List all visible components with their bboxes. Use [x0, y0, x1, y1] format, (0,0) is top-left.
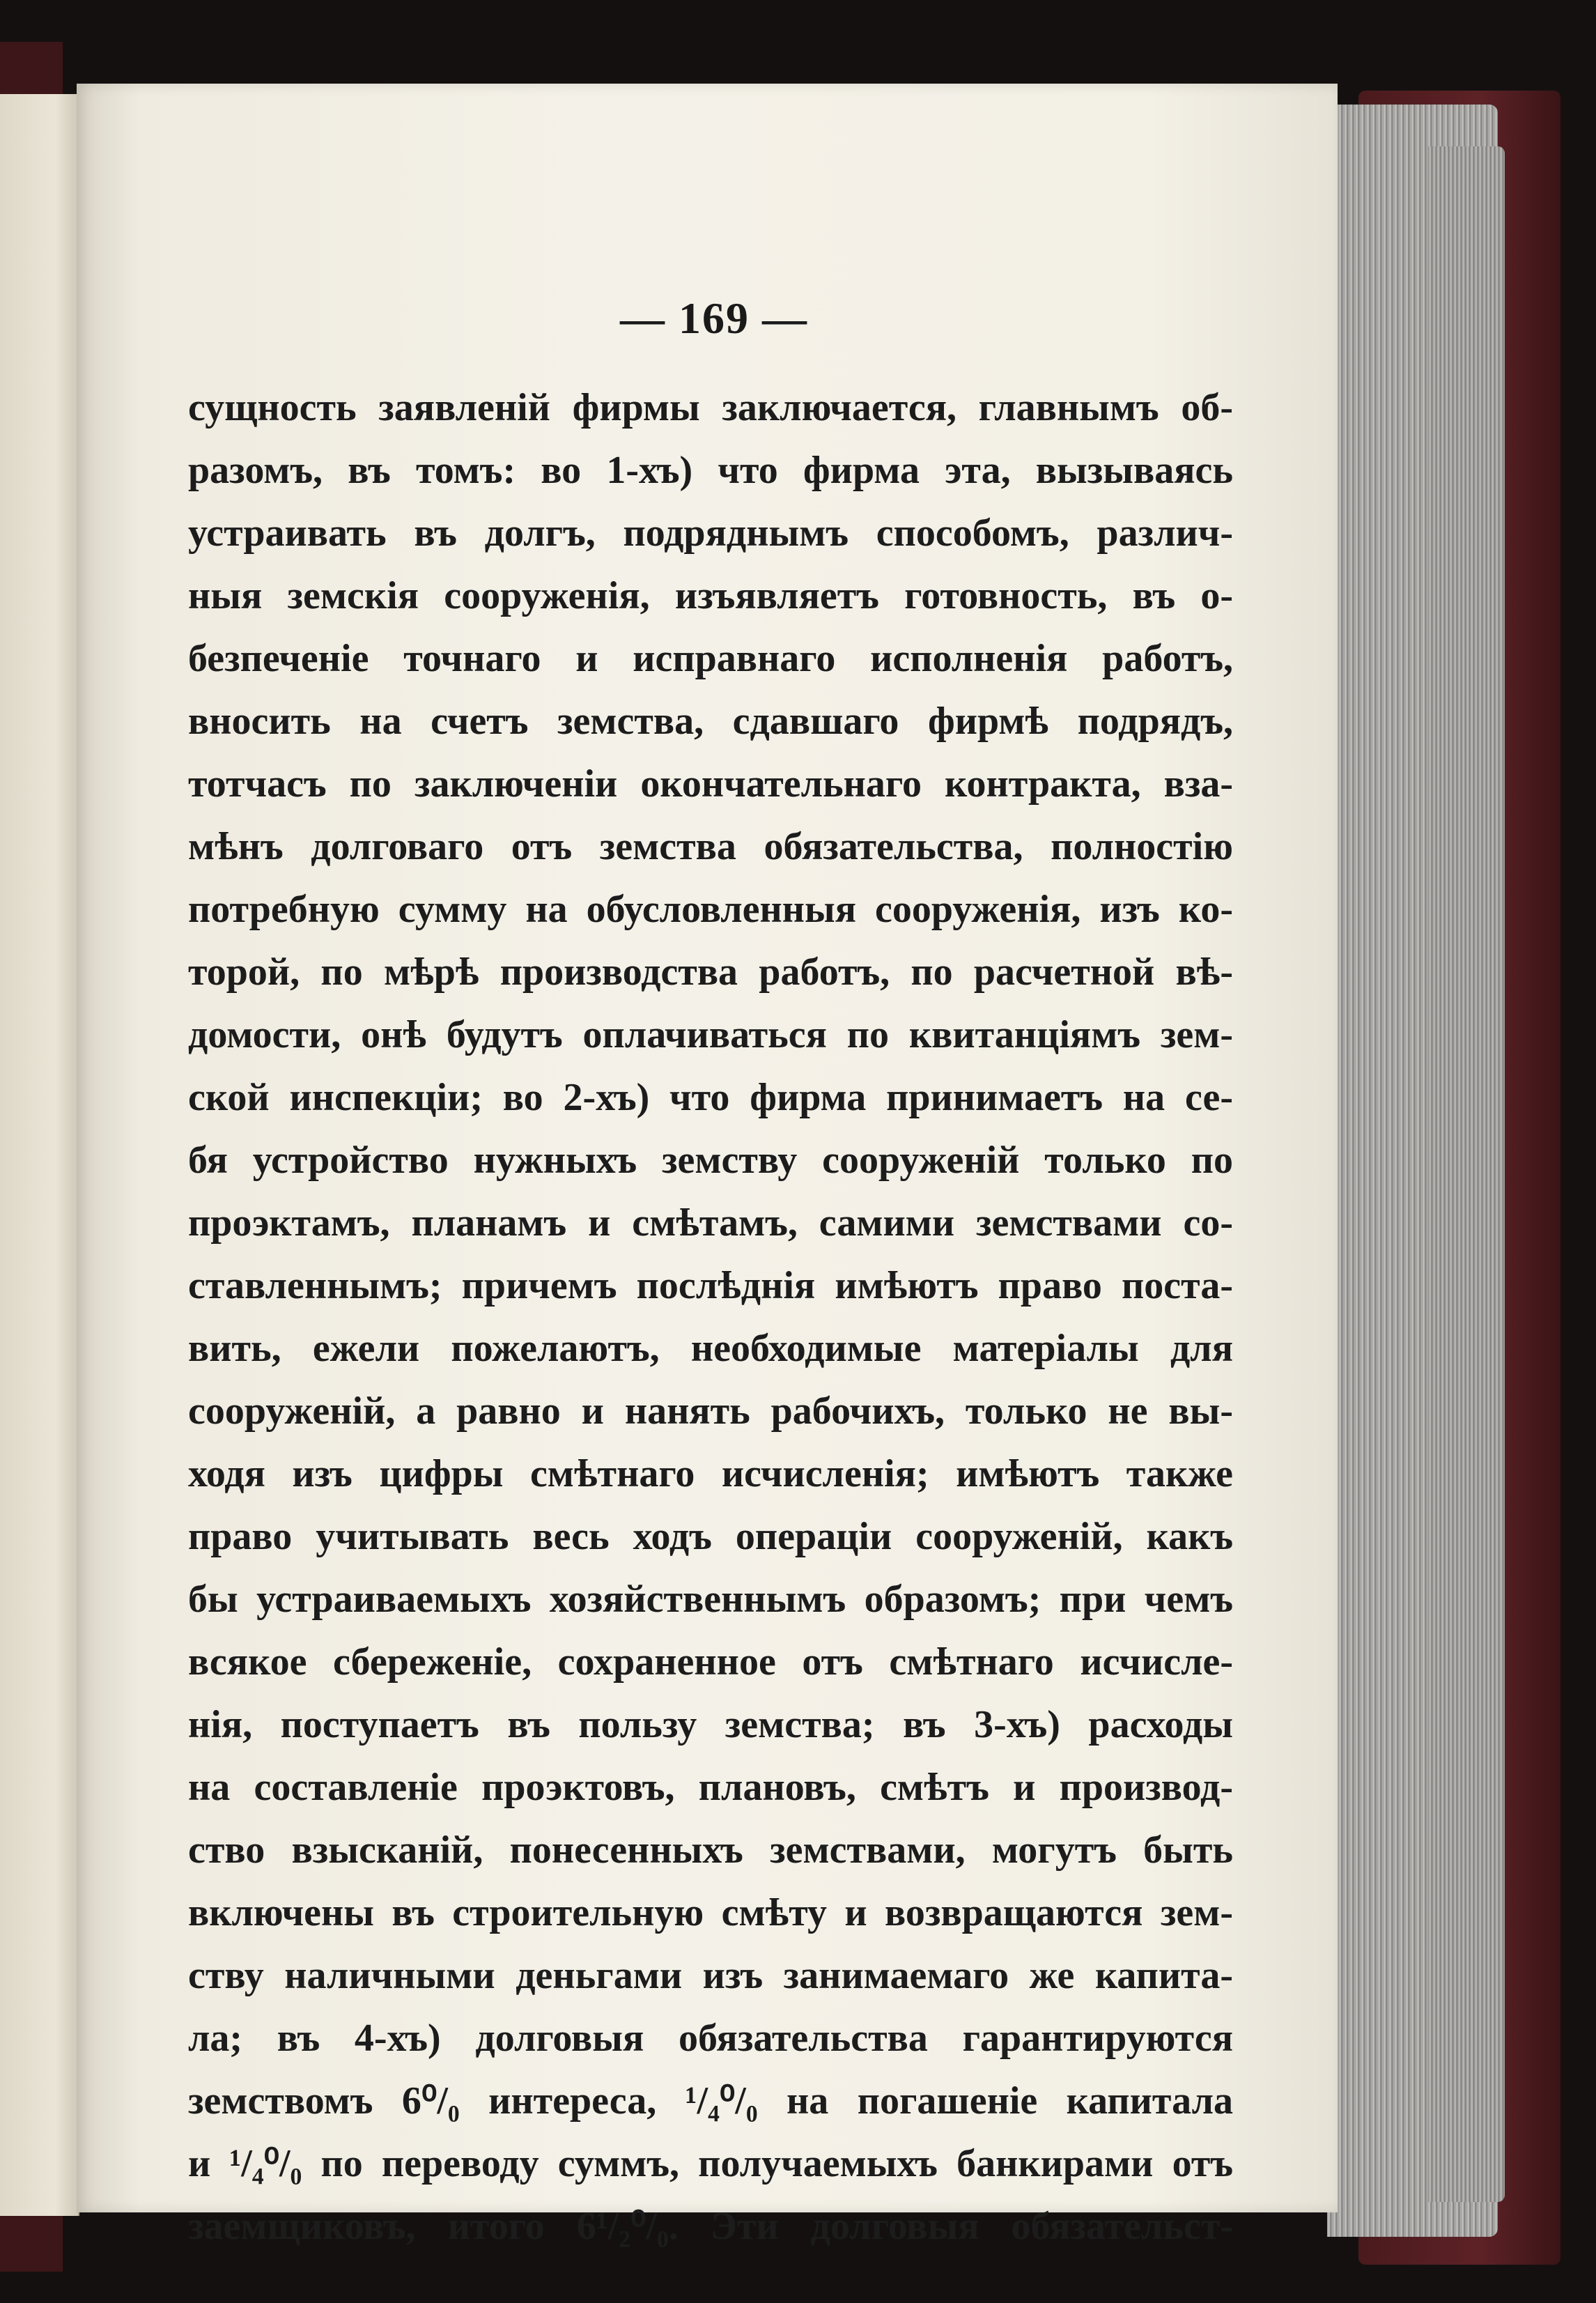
text-line: сооруженій, а равно и нанять рабочихъ, только не вы-	[188, 1389, 1233, 1433]
text-line: ство взысканій, понесенныхъ земствами, могутъ быть	[188, 1828, 1233, 1872]
text-line: бы устраиваемыхъ хозяйственнымъ образомъ; при чемъ	[188, 1578, 1233, 1621]
text-line: проэктамъ, планамъ и смѣтамъ, самими земствами со-	[188, 1201, 1233, 1245]
body-text	[188, 376, 1233, 2258]
text-line: нія, поступаетъ въ пользу земства; въ 3-хъ) расходы	[188, 1703, 1233, 1746]
text-line: вносить на счетъ земства, сдавшаго фирмѣ подрядъ,	[188, 700, 1233, 743]
text-line: ла; въ 4-хъ) долговыя обязательства гарантируются	[188, 2017, 1233, 2060]
text-line: и ¹/₄⁰/₀ по переводу суммъ, получаемыхъ банкирами отъ	[188, 2142, 1233, 2185]
text-line: всякое сбереженіе, сохраненное отъ смѣтнаго исчисле-	[188, 1640, 1233, 1684]
text-line: ходя изъ цифры смѣтнаго исчисленія; имѣютъ также	[188, 1452, 1233, 1495]
text-line: сущность заявленій фирмы заключается, главнымъ об-	[188, 386, 1233, 429]
text-line: на составленіе проэктовъ, плановъ, смѣтъ и производ-	[188, 1766, 1233, 1809]
page-number: — 169 —	[620, 293, 808, 343]
page-stack-edge-outer	[1428, 146, 1505, 2202]
text-line: домости, онѣ будутъ оплачиваться по квитанціямъ зем-	[188, 1013, 1233, 1056]
text-line: торой, по мѣрѣ производства работъ, по расчетной вѣ-	[188, 950, 1233, 994]
text-line: мѣнъ долговаго отъ земства обязательства, полностію	[188, 825, 1233, 868]
text-line: заемщиковъ, итого 6¹/₂⁰/₀. Эти долговыя обязательст-	[188, 2205, 1233, 2248]
text-line: включены въ строительную смѣту и возвращаются зем-	[188, 1891, 1233, 1934]
text-line: ныя земскія сооруженія, изъявляетъ готовность, въ о-	[188, 574, 1233, 617]
text-line: ской инспекціи; во 2-хъ) что фирма принимаетъ на се-	[188, 1076, 1233, 1119]
previous-page-edge	[0, 94, 79, 2216]
text-line: земствомъ 6⁰/₀ интереса, ¹/₄⁰/₀ на погашеніе капитала	[188, 2079, 1233, 2123]
text-line: право учитывать весь ходъ операціи сооруженій, какъ	[188, 1515, 1233, 1558]
text-line: разомъ, въ томъ: во 1-хъ) что фирма эта, вызываясь	[188, 449, 1233, 492]
text-line: потребную сумму на обусловленныя сооруженія, изъ ко-	[188, 888, 1233, 931]
text-line: бя устройство нужныхъ земству сооруженій только по	[188, 1139, 1233, 1182]
text-line: ству наличными деньгами изъ занимаемаго же капита-	[188, 1954, 1233, 1997]
text-line: безпеченіе точнаго и исправнаго исполненія работъ,	[188, 637, 1233, 680]
text-line: устраивать въ долгъ, подряднымъ способомъ, различ-	[188, 511, 1233, 555]
book-page	[77, 84, 1338, 2248]
text-line: ставленнымъ; причемъ послѣднія имѣютъ право поста-	[188, 1264, 1233, 1307]
text-line: тотчасъ по заключеніи окончательнаго контракта, вза-	[188, 762, 1233, 806]
text-line: вить, ежели пожелаютъ, необходимые матеріалы для	[188, 1327, 1233, 1370]
